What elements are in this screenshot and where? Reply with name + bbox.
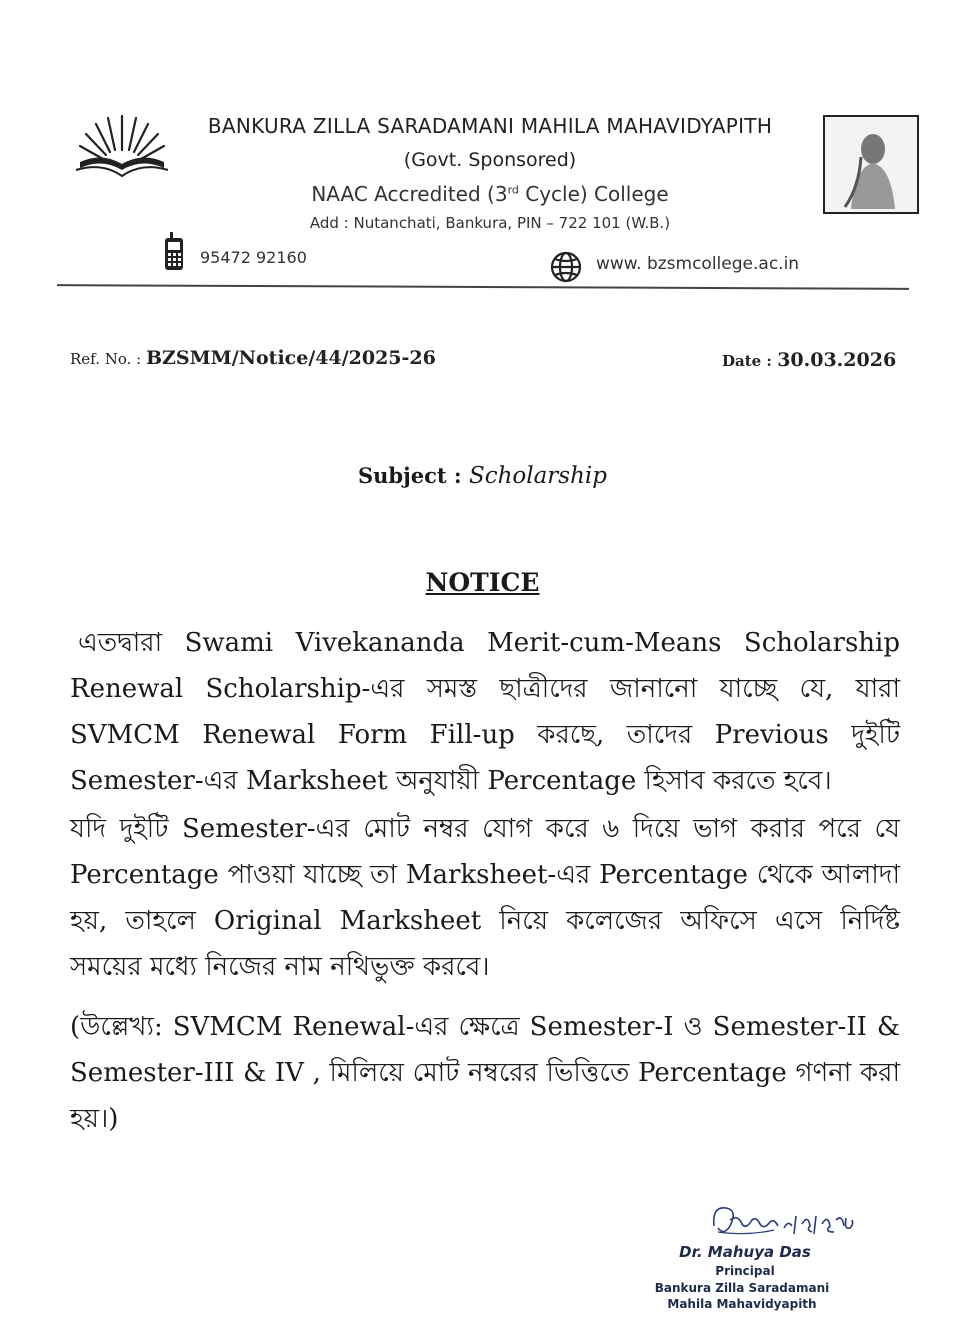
date-value: 30.03.2026 (777, 349, 897, 371)
signatory-title: Principal (715, 1264, 775, 1278)
mobile-phone-icon (162, 232, 186, 272)
govt-sponsored-line: (Govt. Sponsored) (403, 149, 577, 171)
college-address: Add : Nutanchati, Bankura, PIN – 722 101 (W.B.) (309, 214, 671, 232)
notice-paragraph-2: যদি দুইটি Semester-এর মোট নম্বর যোগ করে ৬ দিয়ে ভাগ করার পরে যে Percentage পাওয়া যাচ্ছে তা Marksheet-এর Percentage থেকে আলাদা হয়, তাহলে Original Marksheet নিয়ে কলেজের অফিসে এসে নির্দিষ্ট সময়ের মধ্যে নিজের নাম নথিভুক্ত করবে। (70, 814, 900, 982)
naac-superscript: rd (507, 183, 519, 197)
phone-number: 95472 92160 (200, 248, 307, 267)
letterhead-divider (57, 284, 909, 290)
college-name: BANKURA ZILLA SARADAMANI MAHILA MAHAVIDYAPITH (207, 114, 773, 138)
subject-label: Subject : (358, 463, 469, 488)
ref-value: BZSMM/Notice/44/2025-26 (145, 347, 436, 369)
notice-paragraph-1: এতদ্বারা Swami Vivekananda Merit-cum-Means Scholarship Renewal Scholarship-এর সমস্ত ছাত্রীদের জানানো যাচ্ছে যে, যারা SVMCM Renewal Form Fill-up করছে, তাদের Previous দুইটি Semester-এর Marksheet অনুযায়ী Percentage হিসাব করতে হবে। (70, 628, 900, 796)
notice-title: NOTICE (425, 568, 540, 597)
signatory-institution-line-1: Bankura Zilla Saradamani (654, 1281, 830, 1295)
subject-value: Scholarship (468, 463, 607, 489)
college-logo (72, 112, 172, 182)
college-website: www. bzsmcollege.ac.in (596, 254, 800, 274)
subject-line (0, 463, 965, 489)
naac-suffix: Cycle) College (518, 182, 669, 206)
date-label: Date : (722, 352, 778, 370)
notice-paragraph-3: (উল্লেখ্য: SVMCM Renewal-এর ক্ষেত্রে Semester-I ও Semester-II & Semester-III & IV , মিলিয়ে মোট নম্বরের ভিত্তিতে Percentage গণনা করা হয়।) (70, 1012, 900, 1134)
notice-date (722, 349, 896, 371)
signatory-institution-line-2: Mahila Mahavidyapith (667, 1297, 817, 1311)
ref-label: Ref. No. : (70, 350, 146, 368)
founder-portrait (823, 115, 919, 214)
handwritten-signature (708, 1196, 888, 1244)
naac-prefix: NAAC Accredited (3 (311, 182, 508, 206)
naac-accreditation-line (160, 182, 820, 206)
globe-icon (549, 250, 583, 284)
reference-number (70, 347, 436, 369)
signatory-name: Dr. Mahuya Das (679, 1243, 811, 1261)
